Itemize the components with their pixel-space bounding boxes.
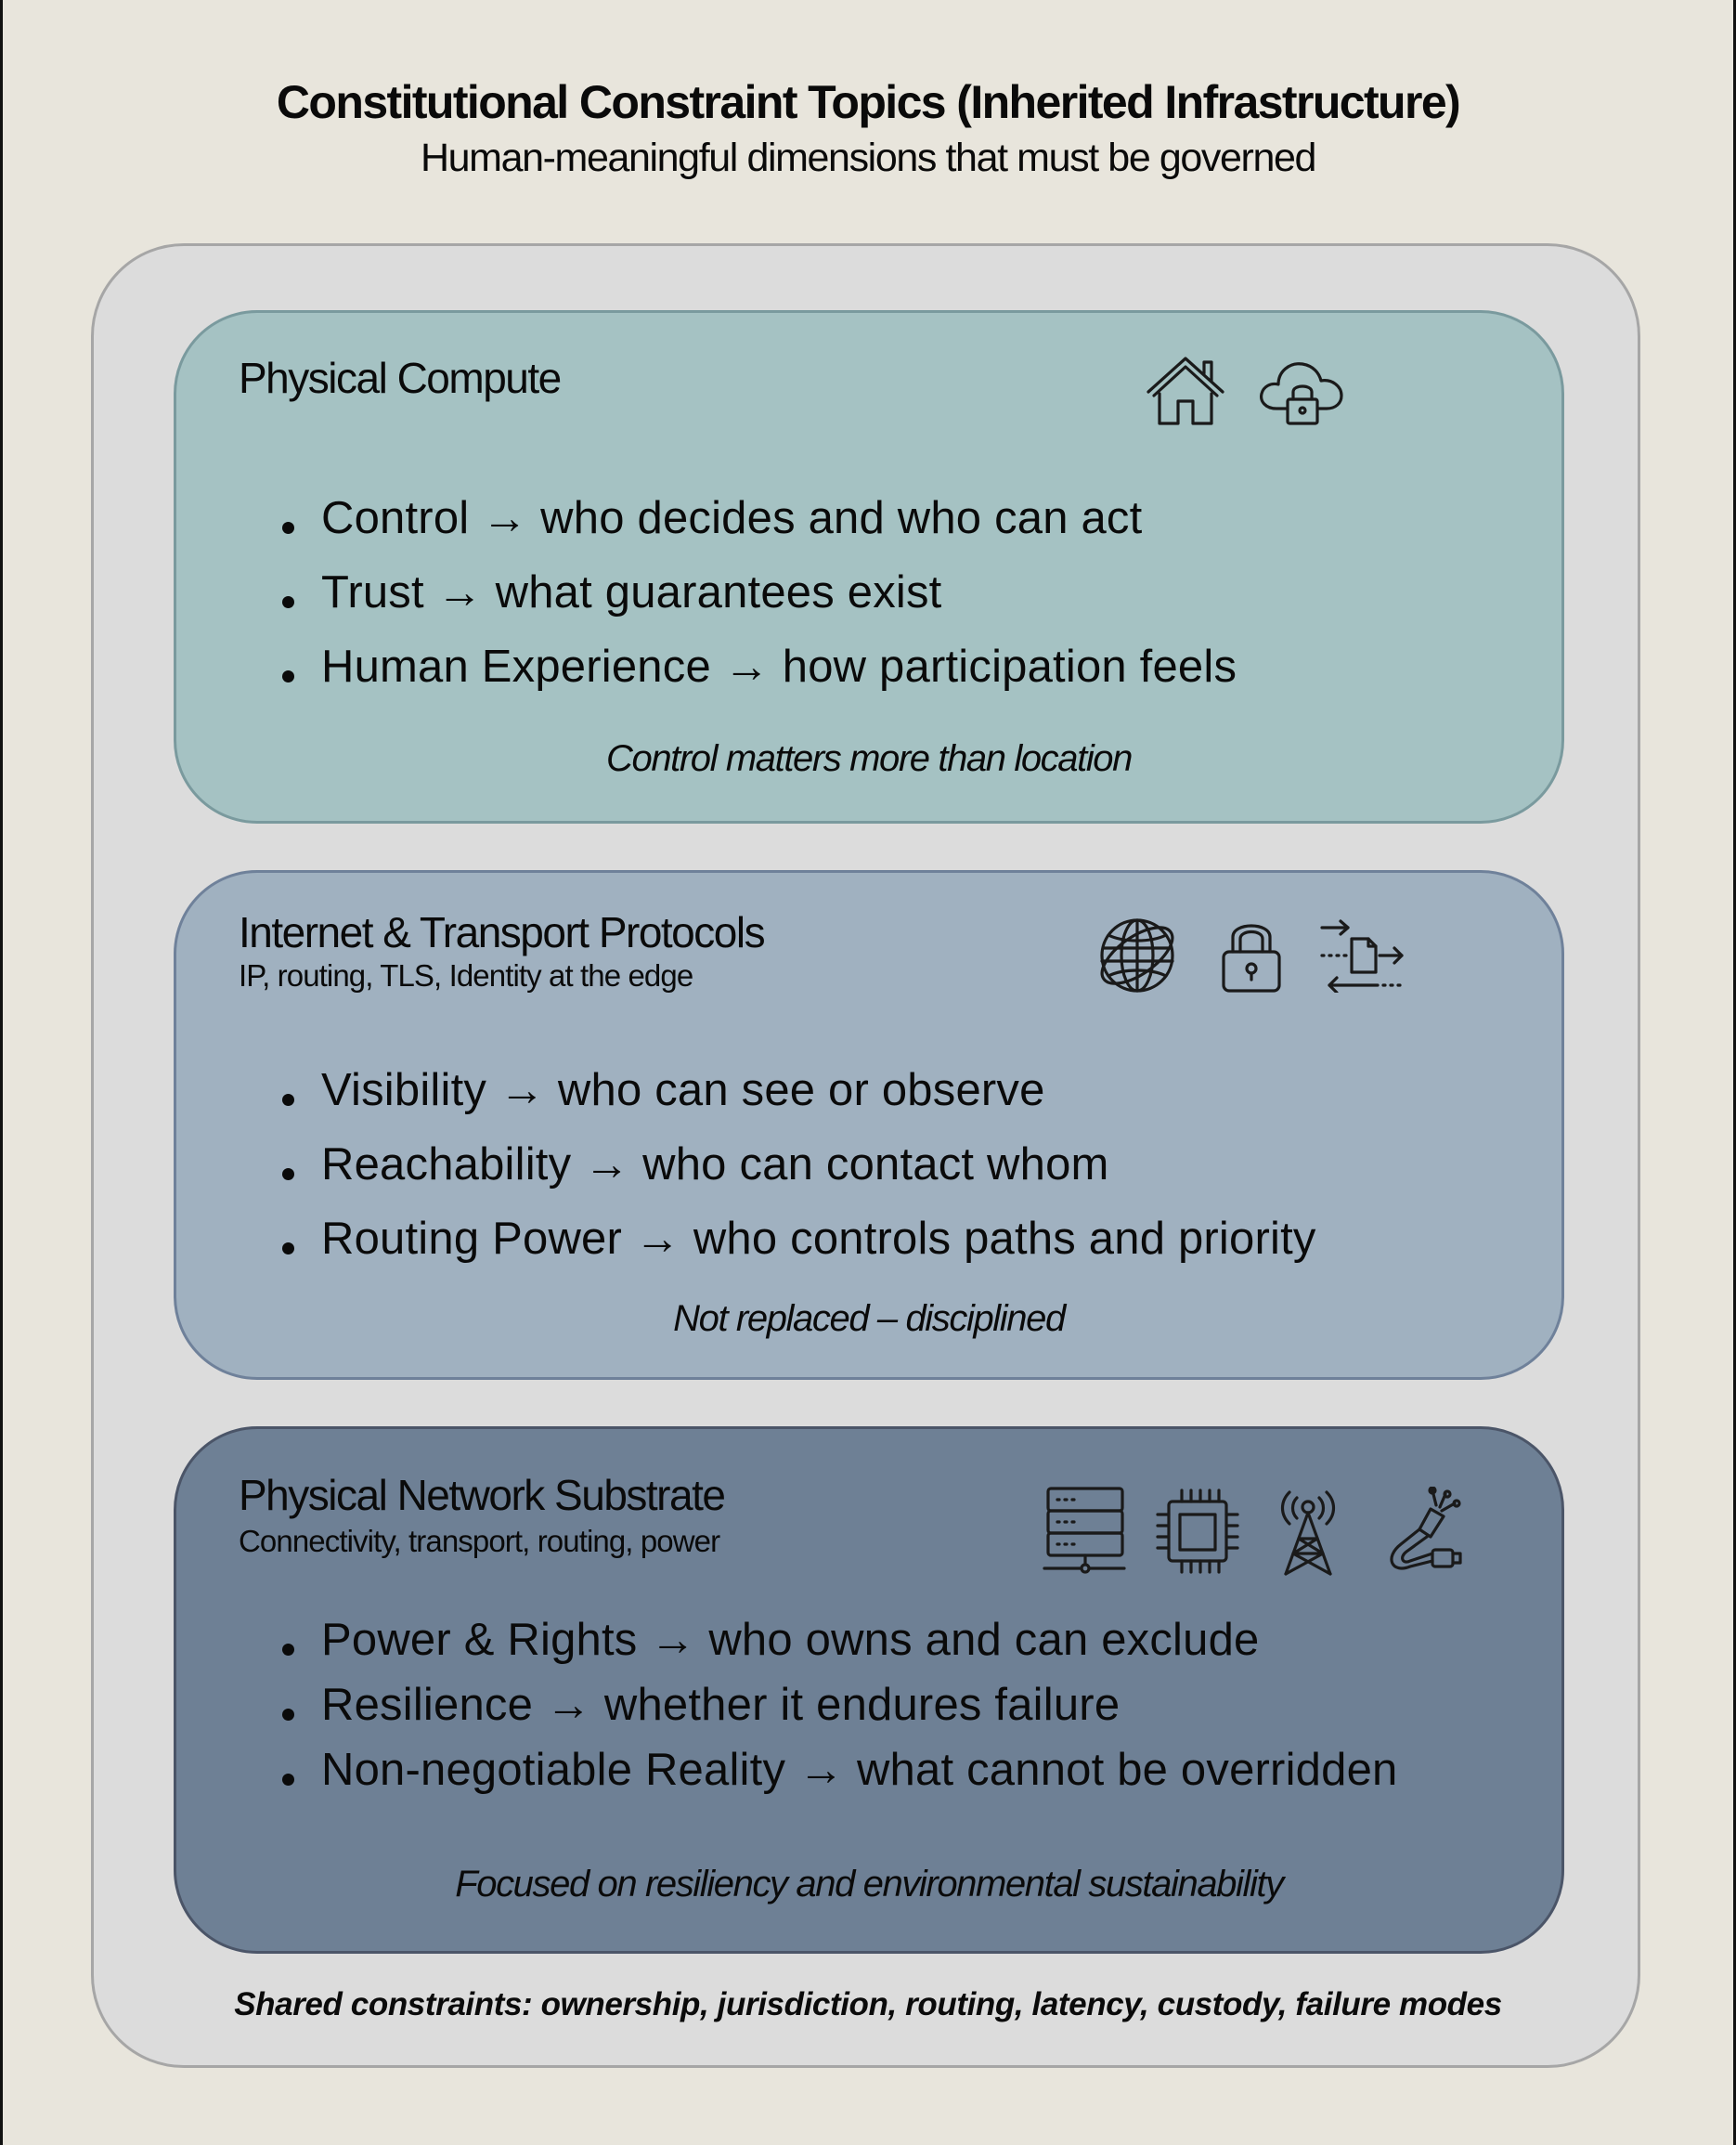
layer-footer: Not replaced – disciplined: [673, 1298, 1065, 1339]
layer-icons: [1095, 915, 1406, 996]
layer-title: Physical Network Substrate: [239, 1471, 725, 1519]
file-transfer-icon: [1320, 918, 1406, 993]
fiber-cable-icon: [1379, 1487, 1464, 1576]
cpu-chip-icon: [1154, 1487, 1241, 1576]
layer-footer: Control matters more than location: [605, 738, 1132, 779]
left-edge-border: [0, 0, 3, 2145]
layer-physical-network-substrate: [174, 1426, 1564, 1954]
bullet-reachability: Reachability → who can contact whom: [282, 1127, 1316, 1202]
diagram-title: Constitutional Constraint Topics (Inherited Infrastructure): [276, 76, 1460, 128]
layer-title: Physical Compute: [239, 354, 561, 402]
bullet-visibility: Visibility → who can see or observe: [282, 1053, 1316, 1127]
bullet-non-negotiable-reality: Non-negotiable Reality → what cannot be overridden: [282, 1737, 1397, 1802]
padlock-icon: [1220, 916, 1283, 994]
globe-icon: [1095, 915, 1179, 996]
shared-constraints-note: Shared constraints: ownership, jurisdiction, routing, latency, custody, failure modes: [234, 1986, 1502, 2022]
bullet-routing-power: Routing Power → who controls paths and priority: [282, 1202, 1316, 1276]
cloud-lock-icon: [1258, 355, 1345, 427]
layer-bullets: [282, 481, 1237, 704]
server-rack-icon: [1043, 1487, 1126, 1576]
layer-internet-transport: [174, 870, 1564, 1380]
layer-bullets: [282, 1607, 1397, 1802]
bullet-human-experience: Human Experience → how participation feels: [282, 630, 1237, 704]
bullet-resilience: Resilience → whether it endures failure: [282, 1672, 1397, 1737]
layer-footer: Focused on resiliency and environmental sustainability: [455, 1864, 1283, 1904]
bullet-control: Control → who decides and who can act: [282, 481, 1237, 555]
layer-subtitle: IP, routing, TLS, Identity at the edge: [239, 958, 693, 993]
bullet-power-rights: Power & Rights → who owns and can exclude: [282, 1607, 1397, 1672]
layer-icons: [1145, 355, 1345, 427]
layer-icons: [1043, 1487, 1464, 1576]
bullet-trust: Trust → what guarantees exist: [282, 555, 1237, 630]
radio-tower-icon: [1275, 1487, 1341, 1576]
layer-physical-compute: [174, 310, 1564, 824]
layer-bullets: [282, 1053, 1316, 1276]
house-icon: [1145, 355, 1226, 427]
layer-subtitle: Connectivity, transport, routing, power: [239, 1524, 720, 1558]
layer-title: Internet & Transport Protocols: [239, 908, 765, 956]
diagram-subtitle: Human-meaningful dimensions that must be governed: [421, 136, 1315, 180]
